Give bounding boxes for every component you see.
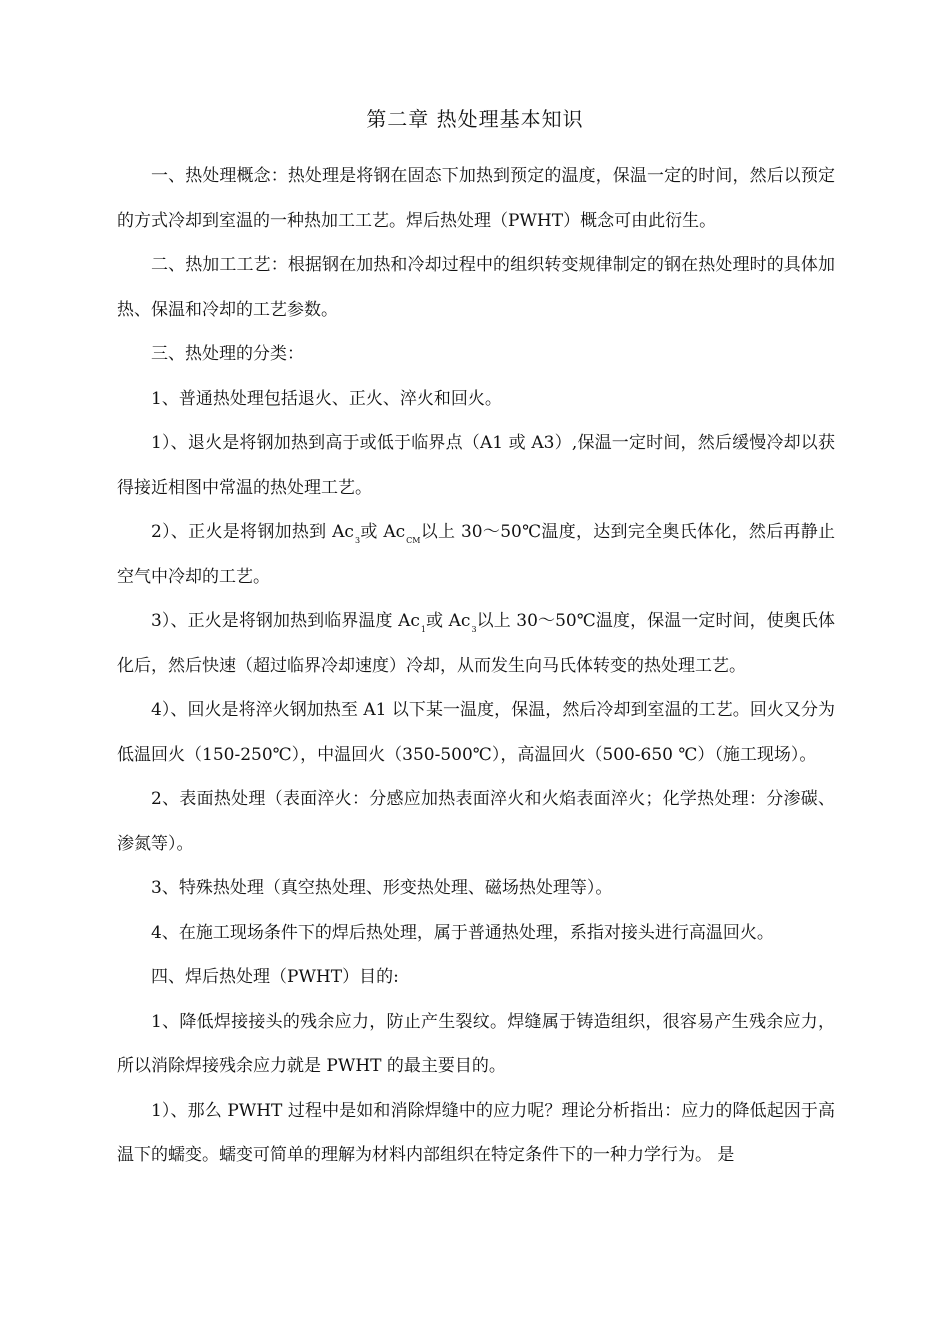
- paragraph-annealing: 1）、退火是将钢加热到高于或低于临界点（A1 或 A3）,保温一定时间，然后缓慢冷却以获得接近相图中常温的热处理工艺。: [117, 433, 835, 498]
- subscript-1: 1: [420, 625, 426, 634]
- paragraph-special-heat-treatment: 3、特殊热处理（真空热处理、形变热处理、磁场热处理等）。: [151, 878, 613, 898]
- paragraph-reduce-residual-stress: 1、降低焊接接头的残余应力，防止产生裂纹。焊缝属于铸造组织，很容易产生残余应力，所以消除焊接残余应力就是 PWHT 的最主要目的。: [117, 1011, 835, 1076]
- subscript-3: 3: [354, 536, 361, 545]
- paragraph-pwht-purpose-heading: 四、焊后热处理（PWHT）目的:: [151, 967, 399, 987]
- paragraph-hot-working-process: 二、热加工工艺：根据钢在加热和冷却过程中的组织转变规律制定的钢在热处理时的具体加热、保温和冷却的工艺参数。: [117, 255, 835, 320]
- paragraph-tempering: 4）、回火是将淬火钢加热至 A1 以下某一温度，保温，然后冷却到室温的工艺。回火又分为低温回火（150-250℃），中温回火（350-500℃），高温回火（500-650 ℃）（施工现场）。: [117, 700, 835, 765]
- paragraph-quenching: 3）、正火是将钢加热到临界温度 $Ac_1$或 $Ac_3$以上 30～50℃温度，保温一定时间，使奥氏体化后，然后快速（超过临界冷却速度）冷却，从而发生向马氏体转变的热处理工艺。: [117, 611, 835, 676]
- paragraph-ordinary-heat-treatment: 1、普通热处理包括退火、正火、淬火和回火。: [151, 388, 502, 409]
- paragraph-stress-relief-mechanism: 1）、那么 PWHT 过程中是如和消除焊缝中的应力呢？理论分析指出：应力的降低起因于高温下的蠕变。蠕变可简单的理解为材料内部组织在特定条件下的一种力学行为。 是: [117, 1100, 835, 1165]
- chapter-title: 第二章 热处理基本知识: [366, 107, 584, 131]
- document-body: [117, 154, 835, 1178]
- paragraph-site-pwht: 4、在施工现场条件下的焊后热处理，属于普通热处理，系指对接头进行高温回火。: [151, 922, 774, 943]
- paragraph-surface-heat-treatment: 2、表面热处理（表面淬火：分感应加热表面淬火和火焰表面淬火；化学热处理：分渗碳、渗氮等）。: [117, 789, 835, 854]
- paragraph-normalizing: 2）、正火是将钢加热到 $Ac_3$或 $Ac_{CM}$以上 30～50℃温度，达到完全奥氏体化，然后再静止空气中冷却的工艺。: [117, 522, 835, 587]
- paragraph-classification-heading: 三、热处理的分类：: [151, 344, 304, 364]
- subscript-cm: CM: [406, 536, 421, 545]
- paragraph-heat-treatment-concept: 一、热处理概念：热处理是将钢在固态下加热到预定的温度，保温一定的时间，然后以预定的方式冷却到室温的一种热加工工艺。焊后热处理（PWHT）概念可由此衍生。: [117, 166, 835, 231]
- subscript-3: 3: [471, 625, 477, 634]
